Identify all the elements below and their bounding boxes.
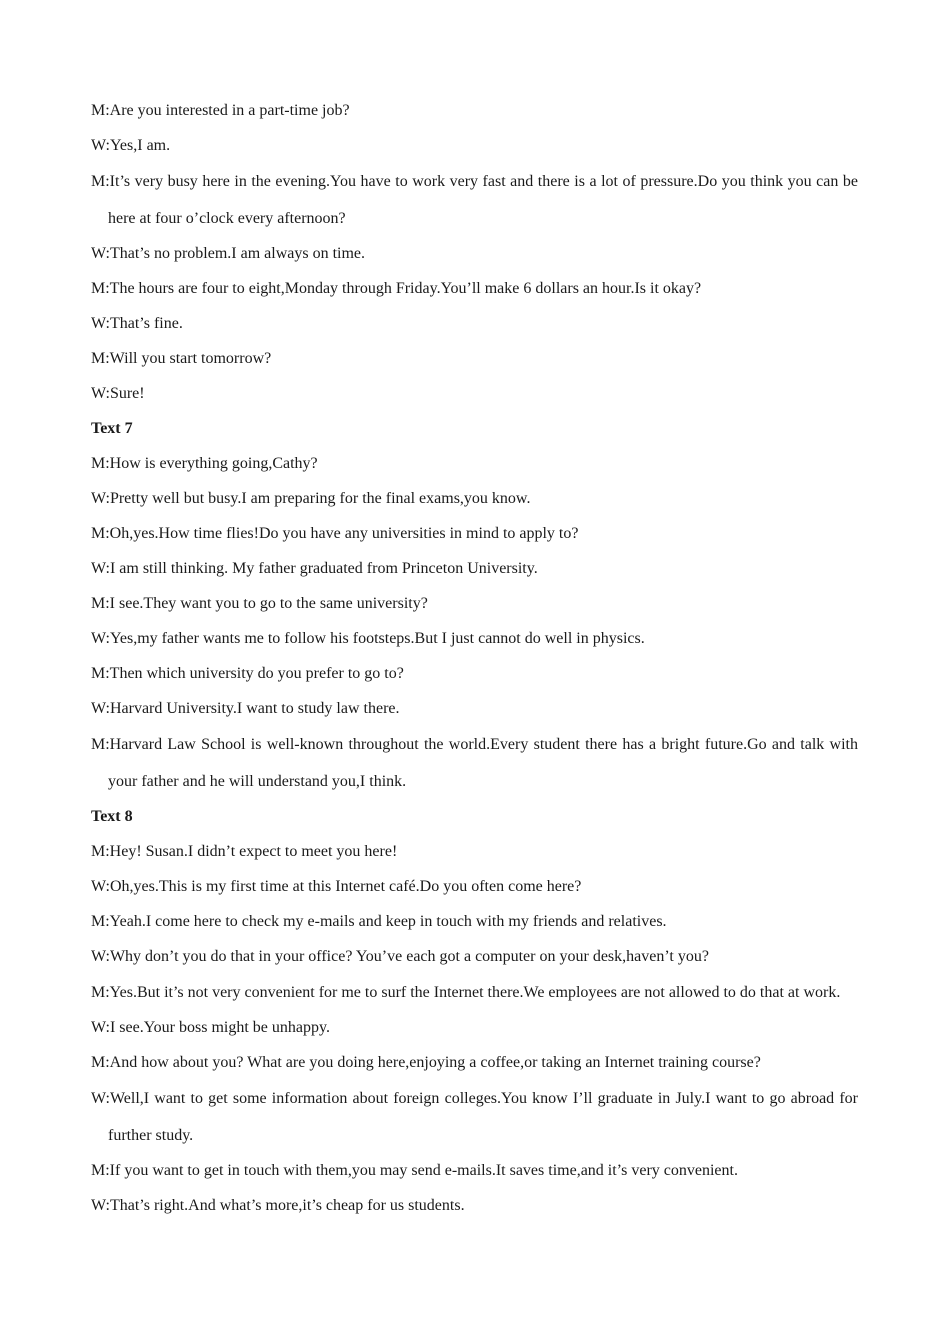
dialogue-line: M:Harvard Law School is well-known throughout the world.Every student there has a bright future.Go and talk with your father and he will understand you,I think. — [91, 736, 858, 790]
dialogue-line: M:Are you interested in a part-time job? — [91, 102, 350, 119]
dialogue-line: M:Oh,yes.How time flies!Do you have any universities in mind to apply to? — [91, 525, 579, 542]
dialogue-line: W:I am still thinking. My father graduated from Princeton University. — [91, 560, 538, 577]
dialogue-line: W:Harvard University.I want to study law there. — [91, 700, 400, 717]
dialogue-line: W:I see.Your boss might be unhappy. — [91, 1019, 330, 1036]
dialogue-line: W:That’s fine. — [91, 315, 183, 332]
dialogue-line: M:Hey! Susan.I didn’t expect to meet you here! — [91, 843, 398, 860]
dialogue-line: W:Sure! — [91, 385, 145, 402]
dialogue-line: W:Yes,my father wants me to follow his footsteps.But I just cannot do well in physics. — [91, 630, 645, 647]
dialogue-line: M:I see.They want you to go to the same university? — [91, 595, 428, 612]
dialogue-line: M:It’s very busy here in the evening.You have to work very fast and there is a lot of pressure.Do you think you can be here at four o’clock every afternoon? — [91, 173, 858, 227]
dialogue-line: W:Yes,I am. — [91, 137, 171, 154]
dialogue-line: M:How is everything going,Cathy? — [91, 455, 318, 472]
section-heading-text-7: Text 7 — [91, 420, 133, 437]
dialogue-line: W:Oh,yes.This is my first time at this Internet café.Do you often come here? — [91, 878, 582, 895]
dialogue-line: W:Why don’t you do that in your office? You’ve each got a computer on your desk,haven’t you? — [91, 948, 709, 965]
dialogue-line: W:That’s no problem.I am always on time. — [91, 245, 366, 262]
dialogue-line: M:The hours are four to eight,Monday through Friday.You’ll make 6 dollars an hour.Is it okay? — [91, 280, 702, 297]
dialogue-line: W:That’s right.And what’s more,it’s cheap for us students. — [91, 1197, 465, 1214]
dialogue-line: M:Then which university do you prefer to go to? — [91, 665, 404, 682]
dialogue-line: W:Well,I want to get some information about foreign colleges.You know I’ll graduate in July.I want to go abroad for further study. — [91, 1090, 858, 1144]
dialogue-line: M:Will you start tomorrow? — [91, 350, 272, 367]
dialogue-line: M:And how about you? What are you doing here,enjoying a coffee,or taking an Internet training course? — [91, 1054, 761, 1071]
dialogue-line: M:Yes.But it’s not very convenient for me to surf the Internet there.We employees are not allowed to do that at work. — [91, 984, 841, 1001]
dialogue-line: M:If you want to get in touch with them,you may send e-mails.It saves time,and it’s very convenient. — [91, 1162, 738, 1179]
dialogue-line: W:Pretty well but busy.I am preparing for the final exams,you know. — [91, 490, 531, 507]
dialogue-line: M:Yeah.I come here to check my e-mails and keep in touch with my friends and relatives. — [91, 913, 667, 930]
section-heading-text-8: Text 8 — [91, 808, 133, 825]
